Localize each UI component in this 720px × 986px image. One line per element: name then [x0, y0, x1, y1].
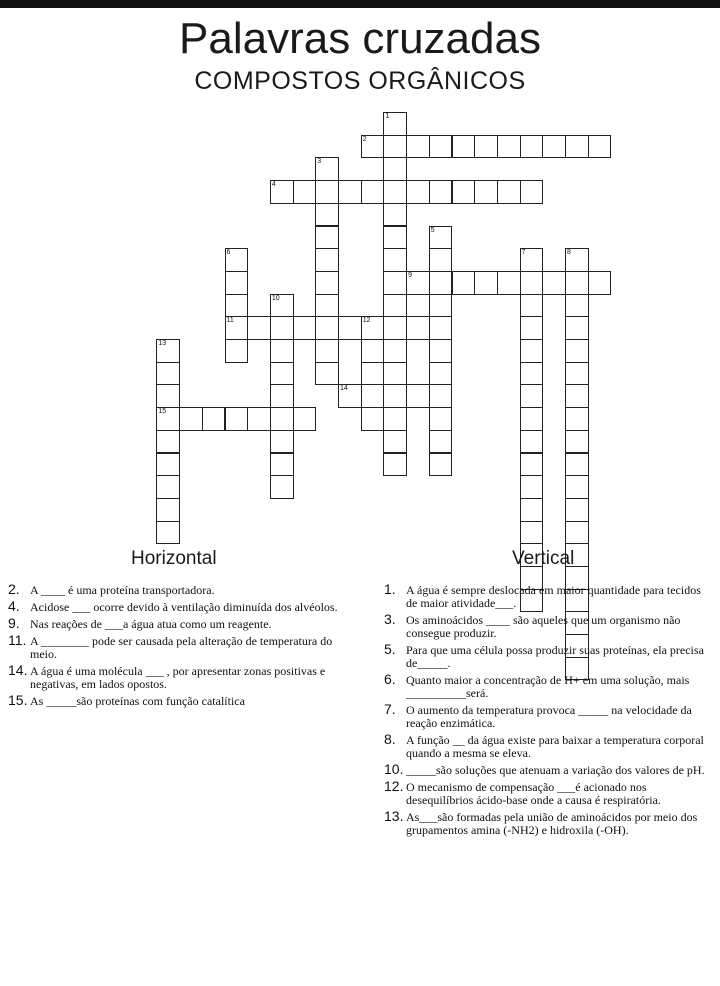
- crossword-cell[interactable]: [383, 294, 407, 318]
- crossword-cell[interactable]: [429, 407, 453, 431]
- clue-number: 2.: [8, 581, 20, 597]
- crossword-cell[interactable]: [270, 316, 294, 340]
- clue-text: Nas reações de ___a água atua como um reagente.: [30, 617, 272, 631]
- crossword-cell[interactable]: [293, 407, 317, 431]
- cell-number: 15: [158, 408, 167, 416]
- cell-number: 2: [362, 135, 367, 143]
- crossword-cell[interactable]: [588, 135, 612, 159]
- clue-number: 10.: [384, 761, 404, 777]
- crossword-cell[interactable]: [202, 407, 226, 431]
- crossword-cell[interactable]: [338, 384, 362, 408]
- across-clue: [8, 662, 358, 691]
- crossword-cell[interactable]: [383, 384, 407, 408]
- crossword-cell[interactable]: [520, 362, 544, 386]
- clue-text: O aumento da temperatura provoca _____ na velocidade da reação enzimática.: [406, 703, 692, 730]
- clue-text: A ____ é uma proteína transportadora.: [30, 583, 215, 597]
- clue-number: 13.: [384, 808, 404, 824]
- crossword-cell[interactable]: [383, 430, 407, 454]
- clue-text: O mecanismo de compensação ___é acionado nos desequilíbrios ácido-base onde a causa é respiratória.: [406, 780, 661, 807]
- crossword-cell[interactable]: [225, 316, 249, 340]
- crossword-cell[interactable]: [383, 316, 407, 340]
- crossword-cell[interactable]: [383, 339, 407, 363]
- crossword-cell[interactable]: [361, 339, 385, 363]
- crossword-cell[interactable]: [429, 430, 453, 454]
- crossword-cell[interactable]: [497, 271, 521, 295]
- crossword-cell[interactable]: [588, 271, 612, 295]
- clue-number: 15.: [8, 692, 28, 708]
- down-clue-list: [384, 581, 714, 841]
- cell-number: 6: [226, 249, 231, 257]
- crossword-cell[interactable]: [452, 271, 476, 295]
- crossword-cell[interactable]: [429, 453, 453, 477]
- crossword-cell[interactable]: [565, 407, 589, 431]
- crossword-cell[interactable]: [225, 407, 249, 431]
- crossword-cell[interactable]: [270, 475, 294, 499]
- crossword-cell[interactable]: [156, 453, 180, 477]
- clue-text: Para que uma célula possa produzir suas proteínas, ela precisa de_____.: [406, 643, 704, 670]
- crossword-cell[interactable]: [315, 339, 339, 363]
- crossword-cell[interactable]: [520, 475, 544, 499]
- clue-number: 4.: [8, 598, 20, 614]
- crossword-cell[interactable]: [225, 271, 249, 295]
- crossword-cell[interactable]: [520, 316, 544, 340]
- crossword-cell[interactable]: [383, 362, 407, 386]
- cell-number: 12: [362, 317, 371, 325]
- down-clue: [384, 701, 714, 730]
- crossword-cell[interactable]: [383, 226, 407, 250]
- clue-text: A água é sempre deslocada em maior quantidade para tecidos de maior atividade___.: [406, 583, 701, 610]
- clue-text: A ________ pode ser causada pela alteração de temperatura do meio.: [30, 634, 333, 661]
- crossword-cell[interactable]: [383, 180, 407, 204]
- crossword-cell[interactable]: [315, 203, 339, 227]
- crossword-cell[interactable]: [497, 135, 521, 159]
- down-clue: [384, 778, 714, 807]
- crossword-cell[interactable]: [270, 453, 294, 477]
- across-heading: Horizontal: [131, 548, 217, 569]
- crossword-cell[interactable]: [315, 362, 339, 386]
- crossword-cell[interactable]: [179, 407, 203, 431]
- crossword-cell[interactable]: [225, 248, 249, 272]
- across-clue: [8, 581, 358, 597]
- across-clue: [8, 598, 358, 614]
- crossword-cell[interactable]: [429, 248, 453, 272]
- down-clue: [384, 808, 714, 837]
- clue-text: As___são formadas pela união de aminoácidos por meio dos grupamentos amina (-NH2) e hidroxila (-OH).: [406, 810, 698, 837]
- crossword-cell[interactable]: [156, 521, 180, 545]
- page-subtitle: COMPOSTOS ORGÂNICOS: [194, 67, 526, 95]
- cell-number: 8: [567, 249, 571, 257]
- cell-number: 9: [408, 271, 412, 279]
- crossword-cell[interactable]: [361, 407, 385, 431]
- crossword-cell[interactable]: [383, 112, 407, 136]
- crossword-cell[interactable]: [225, 294, 249, 318]
- clue-text: Quanto maior a concentração de H+ em uma solução, mais __________será.: [406, 673, 690, 700]
- crossword-cell[interactable]: [315, 180, 339, 204]
- crossword-cell[interactable]: [474, 135, 498, 159]
- cell-number: 5: [430, 226, 435, 234]
- crossword-cell[interactable]: [406, 384, 430, 408]
- across-clue: [8, 692, 358, 708]
- crossword-cell[interactable]: [315, 157, 339, 181]
- crossword-cell[interactable]: [338, 316, 362, 340]
- crossword-cell[interactable]: [565, 316, 589, 340]
- clue-number: 12.: [384, 778, 404, 794]
- crossword-cell[interactable]: [406, 271, 430, 295]
- clue-text: Os aminoácidos ____ são aqueles que um organismo não consegue produzir.: [406, 613, 681, 640]
- crossword-cell[interactable]: [520, 294, 544, 318]
- crossword-cell[interactable]: [452, 135, 476, 159]
- clue-number: 6.: [384, 671, 396, 687]
- crossword-cell[interactable]: [429, 135, 453, 159]
- crossword-cell[interactable]: [520, 180, 544, 204]
- crossword-cell[interactable]: [361, 135, 385, 159]
- across-clue: [8, 632, 358, 661]
- crossword-cell[interactable]: [565, 384, 589, 408]
- crossword-cell[interactable]: [270, 407, 294, 431]
- crossword-cell[interactable]: [270, 430, 294, 454]
- crossword-cell[interactable]: [156, 339, 180, 363]
- clue-number: 9.: [8, 615, 20, 631]
- clue-text: Acidose ___ ocorre devido à ventilação diminuída dos alvéolos.: [30, 600, 338, 614]
- crossword-cell[interactable]: [406, 316, 430, 340]
- crossword-cell[interactable]: [429, 226, 453, 250]
- crossword-cell[interactable]: [383, 407, 407, 431]
- crossword-cell[interactable]: [383, 203, 407, 227]
- crossword-cell[interactable]: [315, 294, 339, 318]
- crossword-cell[interactable]: [565, 294, 589, 318]
- down-clue: [384, 761, 714, 777]
- crossword-cell[interactable]: [156, 498, 180, 522]
- crossword-cell[interactable]: [520, 430, 544, 454]
- down-clue: [384, 581, 714, 610]
- crossword-cell[interactable]: [565, 135, 589, 159]
- crossword-cell[interactable]: [225, 339, 249, 363]
- clue-number: 3.: [384, 611, 396, 627]
- crossword-cell[interactable]: [520, 271, 544, 295]
- cell-number: 7: [521, 249, 526, 257]
- crossword-cell[interactable]: [497, 180, 521, 204]
- crossword-cell[interactable]: [565, 430, 589, 454]
- crossword-cell[interactable]: [542, 271, 566, 295]
- crossword-cell[interactable]: [361, 384, 385, 408]
- down-heading: Vertical: [512, 548, 575, 569]
- crossword-cell[interactable]: [247, 316, 271, 340]
- crossword-cell[interactable]: [383, 453, 407, 477]
- clue-text: A água é uma molécula ___ , por apresentar zonas positivas e negativas, em lados opostos.: [30, 664, 326, 691]
- clue-number: 5.: [384, 641, 396, 657]
- crossword-cell[interactable]: [383, 157, 407, 181]
- crossword-cell[interactable]: [520, 248, 544, 272]
- crossword-cell[interactable]: [383, 248, 407, 272]
- crossword-cell[interactable]: [520, 339, 544, 363]
- cell-number: 3: [317, 158, 322, 166]
- crossword-cell[interactable]: [474, 180, 498, 204]
- crossword-cell[interactable]: [338, 180, 362, 204]
- down-clue: [384, 731, 714, 760]
- crossword-cell[interactable]: [270, 339, 294, 363]
- clue-text: _____são soluções que atenuam a variação dos valores de pH.: [406, 763, 705, 777]
- crossword-cell[interactable]: [383, 271, 407, 295]
- clue-number: 14.: [8, 662, 28, 678]
- crossword-cell[interactable]: [315, 248, 339, 272]
- crossword-cell[interactable]: [429, 271, 453, 295]
- cell-number: 14: [340, 385, 348, 393]
- crossword-cell[interactable]: [565, 498, 589, 522]
- crossword-cell[interactable]: [520, 135, 544, 159]
- crossword-cell[interactable]: [156, 407, 180, 431]
- crossword-cell[interactable]: [429, 384, 453, 408]
- crossword-cell[interactable]: [270, 294, 294, 318]
- crossword-cell[interactable]: [429, 316, 453, 340]
- crossword-cell[interactable]: [156, 384, 180, 408]
- crossword-cell[interactable]: [429, 294, 453, 318]
- crossword-cell[interactable]: [361, 362, 385, 386]
- crossword-cell[interactable]: [270, 180, 294, 204]
- clue-number: 7.: [384, 701, 396, 717]
- crossword-cell[interactable]: [156, 430, 180, 454]
- crossword-cell[interactable]: [270, 384, 294, 408]
- crossword-cell[interactable]: [565, 521, 589, 545]
- crossword-cell[interactable]: [429, 362, 453, 386]
- crossword-cell[interactable]: [247, 407, 271, 431]
- crossword-cell[interactable]: [474, 271, 498, 295]
- down-clue: [384, 641, 714, 670]
- crossword-cell[interactable]: [520, 407, 544, 431]
- cell-number: 4: [271, 181, 276, 189]
- clue-number: 11.: [8, 632, 27, 648]
- cell-number: 11: [226, 317, 234, 325]
- clue-text: A função __ da água existe para baixar a temperatura corporal quando a mesma se eleva.: [406, 733, 704, 760]
- crossword-cell[interactable]: [361, 316, 385, 340]
- crossword-cell[interactable]: [156, 362, 180, 386]
- crossword-cell[interactable]: [406, 135, 430, 159]
- crossword-cell[interactable]: [270, 362, 294, 386]
- cell-number: 10: [271, 294, 280, 302]
- crossword-cell[interactable]: [156, 475, 180, 499]
- crossword-cell[interactable]: [565, 453, 589, 477]
- across-clue: [8, 615, 358, 631]
- down-clue: [384, 611, 714, 640]
- across-clue-list: [8, 581, 358, 712]
- crossword-cell[interactable]: [520, 498, 544, 522]
- crossword-cell[interactable]: [429, 180, 453, 204]
- crossword-cell[interactable]: [315, 316, 339, 340]
- crossword-cell[interactable]: [520, 453, 544, 477]
- crossword-cell[interactable]: [520, 384, 544, 408]
- crossword-cell[interactable]: [565, 339, 589, 363]
- crossword-cell[interactable]: [520, 521, 544, 545]
- crossword-cell[interactable]: [383, 135, 407, 159]
- crossword-cell[interactable]: [293, 316, 317, 340]
- cell-number: 13: [158, 340, 167, 347]
- crossword-cell[interactable]: [429, 339, 453, 363]
- page-title: Palavras cruzadas: [179, 14, 541, 63]
- clue-text: As _____são proteínas com função catalítica: [30, 694, 245, 708]
- crossword-cell[interactable]: [565, 271, 589, 295]
- down-clue: [384, 671, 714, 700]
- clue-number: 1.: [384, 581, 396, 597]
- crossword-cell[interactable]: [565, 248, 589, 272]
- crossword-cell[interactable]: [315, 226, 339, 250]
- crossword-cell[interactable]: [452, 180, 476, 204]
- crossword-cell[interactable]: [406, 180, 430, 204]
- clue-number: 8.: [384, 731, 396, 747]
- cell-number: 1: [385, 113, 390, 120]
- crossword-cell[interactable]: [315, 271, 339, 295]
- crossword-cell[interactable]: [542, 135, 566, 159]
- crossword-cell[interactable]: [565, 362, 589, 386]
- crossword-cell[interactable]: [565, 475, 589, 499]
- crossword-cell[interactable]: [293, 180, 317, 204]
- crossword-cell[interactable]: [361, 180, 385, 204]
